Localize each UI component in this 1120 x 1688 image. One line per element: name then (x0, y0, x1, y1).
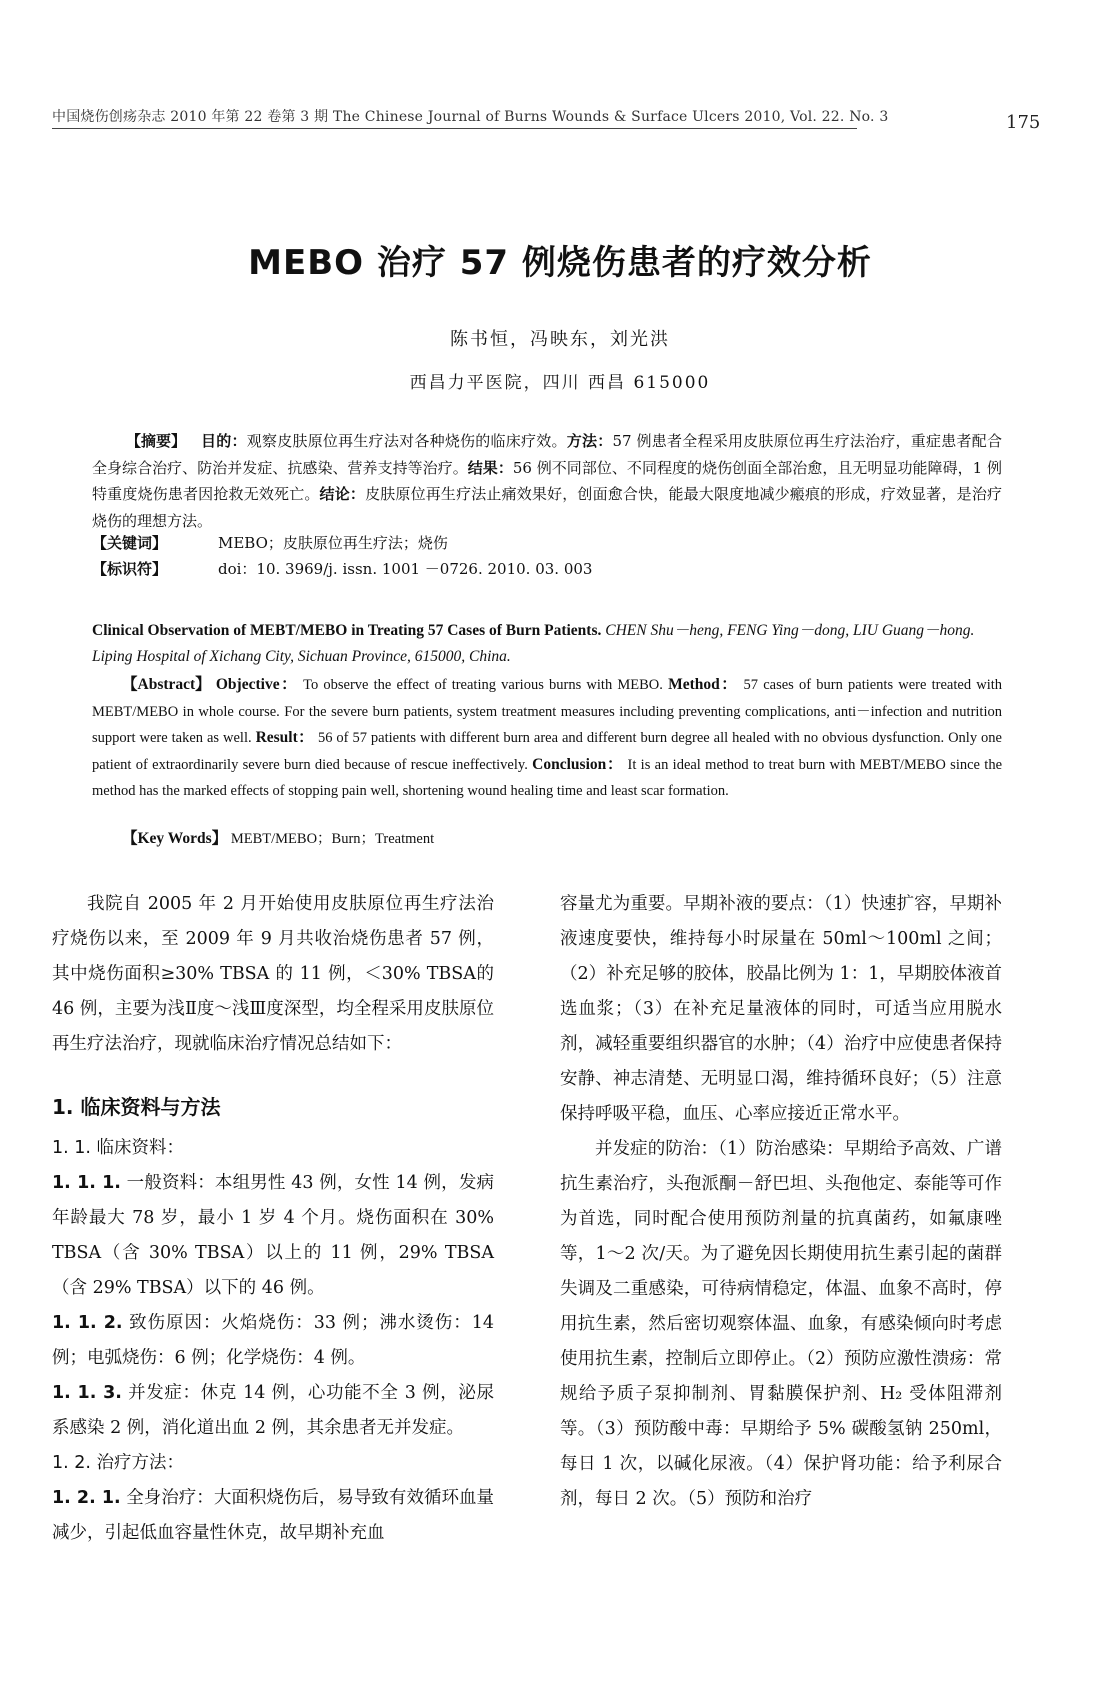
section-1-1-heading: 1. 1. 临床资料： (52, 1138, 185, 1158)
para-1-1-1 (52, 1166, 494, 1306)
intro-paragraph: 我院自 2005 年 2 月开始使用皮肤原位再生疗法治疗烧伤以来，至 2009 年 9 月共收治烧伤患者 57 例，其中烧伤面积≥30% TBSA 的 11 例，＜30% TBSA的 46 例，主要为浅Ⅱ度～浅Ⅲ度深型，均全程采用皮肤原位再生疗法治疗，现就临床治疗情况总结如下： (52, 894, 494, 1054)
right-paragraph-1: 容量尤为重要。早期补液的要点：（1）快速扩容，早期补液速度要快，维持每小时尿量在 50ml～100ml 之间；（2）补充足够的胶体，胶晶比例为 1：1，早期胶体液首选血浆；（3）在补充足量液体的同时，可适当应用脱水剂，减轻重要组织器官的水肿；（4）治疗中应使患者保持安静、神志清楚、无明显口渴，维持循环良好；（5）注意保持呼吸平稳，血压、心率应接近正常水平。 (560, 894, 1002, 1124)
english-authors: CHEN Shu－heng, FENG Ying－dong, LIU Guang－hong. Liping Hospital of Xichang City, Sichuan Province, 615000, China. (92, 622, 975, 665)
para-1-1-2 (52, 1306, 494, 1376)
conclusion-en-text: It is an ideal method to treat burn with MEBT/MEBO since the method has the marked effects of stopping pain well, shortening wound healing time and least scar formation. (92, 756, 1003, 799)
para-1-1-3-text: 并发症：休克 14 例，心功能不全 3 例，泌尿系感染 2 例，消化道出血 2 例，其余患者无并发症。 (52, 1383, 494, 1438)
method-cn-label: 方法： (566, 432, 613, 450)
result-cn-label: 结果： (467, 458, 513, 477)
complications-paragraph: 并发症的防治：（1）防治感染：早期给予高效、广谱抗生素治疗，头孢派酮－舒巴坦、头孢他定、泰能等可作为首选，同时配合使用预防剂量的抗真菌药，如氟康唑等，1～2 次/天。为了避免因长期使用抗生素引起的菌群失调及二重感染，可待病情稳定，体温、血象不高时，停用抗生素，然后密切观察体温、血象，有感染倾向时考虑使用抗生素，控制后立即停止。（2）预防应激性溃疡：常规给予质子泵抑制剂、胃黏膜保护剂、H₂ 受体阻滞剂等。（3）预防酸中毒：早期给予 5% 碳酸氢钠 250ml，每日 1 次，以碱化尿液。（4）保护肾功能：给予利尿合剂，每日 2 次。（5）预防和治疗 (560, 1139, 1002, 1509)
objective-en-label: Objective： (215, 676, 299, 693)
objective-en-text: To observe the effect of treating various burns with MEBO. (303, 677, 663, 693)
keywords-cn-row (92, 532, 1002, 553)
para-1-1-2-text: 致伤原因：火焰烧伤：33 例；沸水烫伤：14 例；电弧烧伤：6 例；化学烧伤：4 例。 (52, 1313, 494, 1368)
para-1-1-2-number: 1. 1. 2. (52, 1313, 123, 1333)
running-head: 中国烧伤创疡杂志 2010 年第 22 卷第 3 期 The Chinese Journal of Burns Wounds & Surface Ulcers 2010, Vol. 22. No. 3 (52, 109, 889, 125)
para-1-1-3 (52, 1376, 494, 1446)
objective-cn-text: 观察皮肤原位再生疗法对各种烧伤的临床疗效。 (246, 432, 567, 450)
keywords-en-label: 【Key Words】 (122, 830, 228, 847)
body-right-column (560, 887, 1002, 1517)
para-1-2-1-number: 1. 2. 1. (52, 1488, 121, 1508)
objective-cn-label: 目的： (201, 432, 247, 450)
author-list: 陈书恒，冯映东，刘光洪 (450, 329, 670, 350)
identifier-label: 【标识符】 (92, 560, 168, 578)
section-1-2-heading: 1. 2. 治疗方法： (52, 1453, 185, 1473)
doi-row (92, 558, 1002, 579)
result-cn-text: 56 例不同部位、不同程度的烧伤创面全部治愈，且无明显功能障碍，1 例特重度烧伤患者因抢救无效死亡。 (92, 458, 1002, 503)
result-en-text: 56 of 57 patients with different burn area and different burn degree all healed with no obvious dysfunction. Only one patient of extraordinarily severe burn died because of rescue ineffectively. (92, 730, 1002, 773)
method-cn-text: 57 例患者全程采用皮肤原位再生疗法治疗，重症患者配合全身综合治疗、防治并发症、抗感染、营养支持等治疗。 (92, 432, 1002, 477)
abstract-cn (92, 428, 1002, 534)
english-title-block (92, 618, 1002, 670)
header-rule (52, 128, 857, 129)
para-1-1-1-number: 1. 1. 1. (52, 1173, 121, 1193)
body-left-column (52, 887, 494, 1551)
article-title: MEBO 治疗 57 例烧伤患者的疗效分析 (248, 243, 872, 283)
method-en-text: 57 cases of burn patients were treated with MEBT/MEBO in whole course. For the severe burn patients, system treatment measures including preventing complications, anti－infection and nutrition support were taken as well. (92, 677, 1003, 746)
keywords-cn-label: 【关键词】 (92, 534, 168, 552)
affiliation: 西昌力平医院，四川 西昌 615000 (409, 373, 711, 393)
keywords-cn: MEBO；皮肤原位再生疗法；烧伤 (218, 534, 448, 552)
english-title: Clinical Observation of MEBT/MEBO in Treating 57 Cases of Burn Patients. (92, 622, 602, 639)
result-en-label: Result： (255, 729, 314, 746)
abstract-en (92, 672, 1002, 805)
keywords-en-row (122, 826, 1002, 848)
conclusion-cn-label: 结论： (319, 485, 366, 503)
conclusion-en-label: Conclusion： (532, 755, 624, 773)
para-1-2-1 (52, 1481, 494, 1551)
doi: doi：10. 3969/j. issn. 1001 －0726. 2010. 03. 003 (218, 560, 593, 578)
keywords-en: MEBT/MEBO；Burn；Treatment (230, 831, 435, 847)
page-number: 175 (1006, 112, 1041, 133)
para-1-2-1-text: 全身治疗：大面积烧伤后，易导致有效循环血量减少，引起低血容量性休克，故早期补充血 (52, 1488, 494, 1543)
method-en-label: Method： (668, 676, 739, 693)
abstract-cn-label: 【摘要】 (126, 432, 187, 450)
para-1-1-1-text: 一般资料：本组男性 43 例，女性 14 例，发病年龄最大 78 岁，最小 1 岁 4 个月。烧伤面积在 30% TBSA（含 30% TBSA）以上的 11 例，29% TBSA（含 29% TBSA）以下的 46 例。 (52, 1173, 494, 1298)
abstract-en-label: 【Abstract】 (122, 676, 211, 693)
conclusion-cn-text: 皮肤原位再生疗法止痛效果好，创面愈合快，能最大限度地减少瘢痕的形成，疗效显著，是治疗烧伤的理想方法。 (92, 485, 1002, 530)
section-1-heading: 1. 临床资料与方法 (52, 1095, 221, 1119)
para-1-1-3-number: 1. 1. 3. (52, 1383, 122, 1403)
